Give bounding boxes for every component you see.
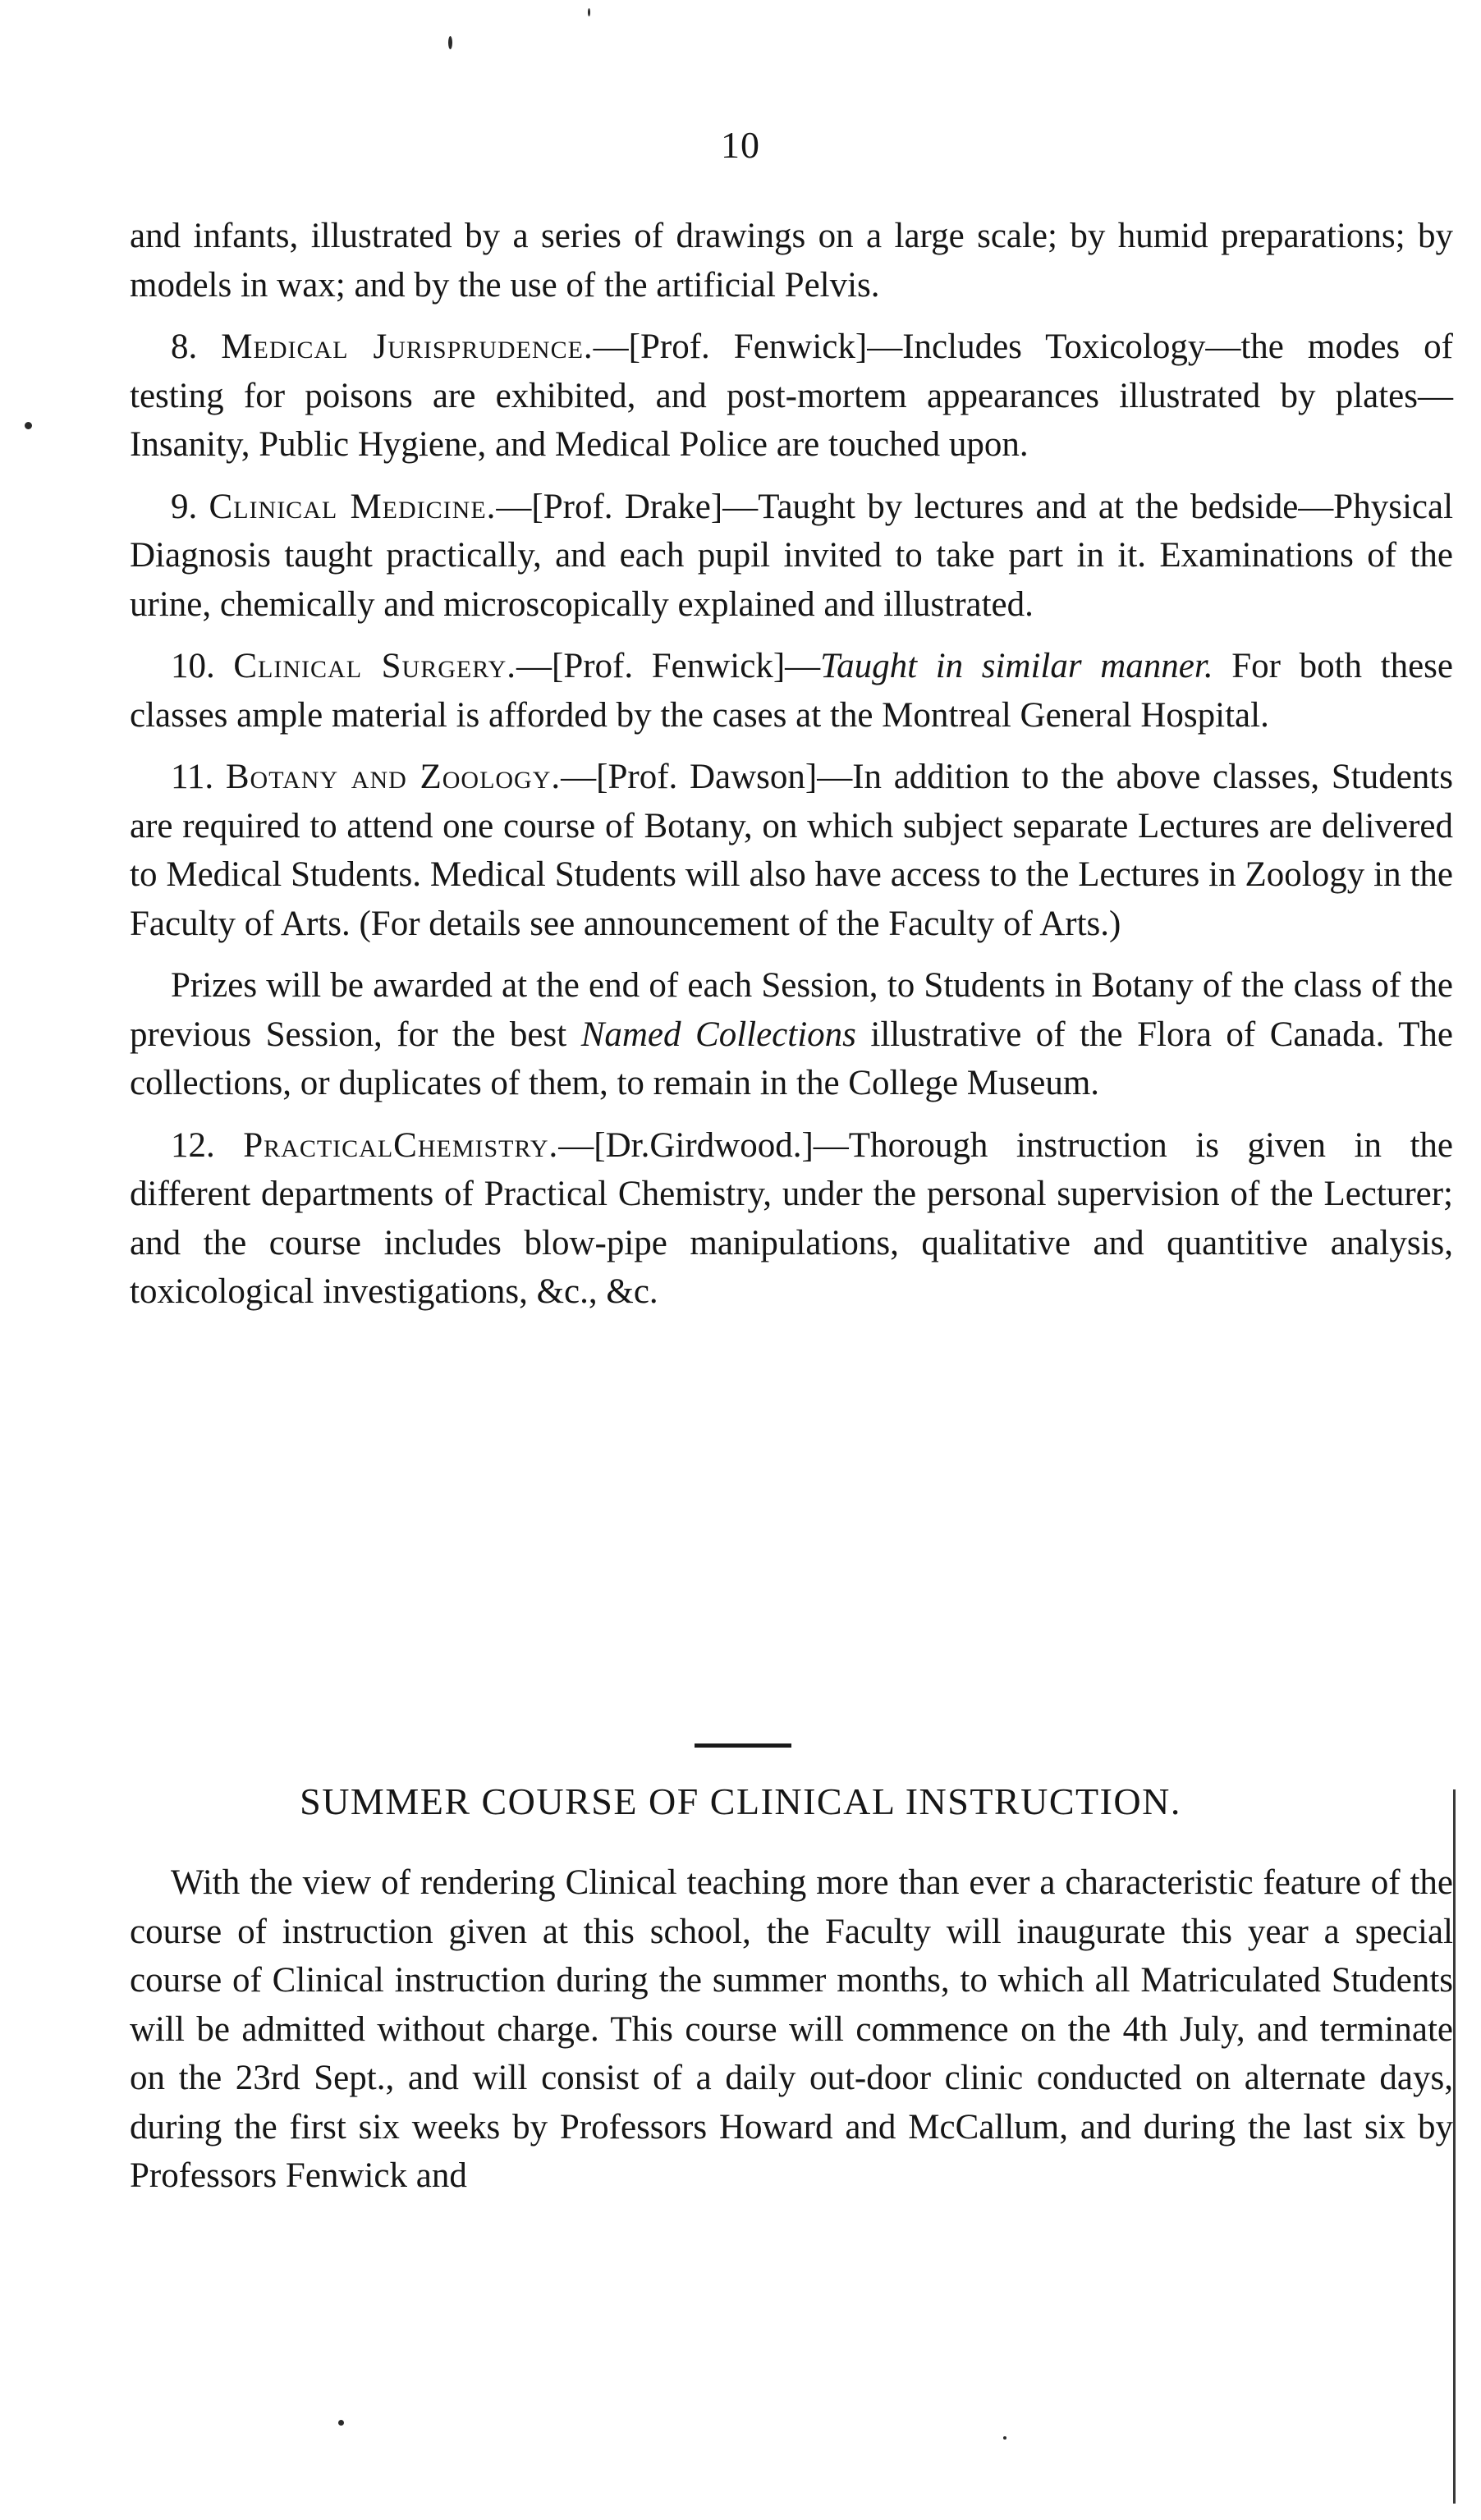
course-body: Thorough instruction is given in the different departments of Practical Chemistry, under the personal supervision of the Lecturer; and the course includes blow-pipe manipulations, qualitative and quantitive analysis, toxicological investigations, &c., &c.: [130, 1125, 1453, 1311]
prizes-text-italic: Named Collections: [580, 1015, 856, 1054]
ink-speck: [1003, 2436, 1006, 2440]
course-number: 10.: [171, 647, 215, 685]
course-number: 11.: [171, 758, 214, 796]
course-number: 9.: [171, 487, 198, 526]
course-item-9: [130, 483, 1453, 630]
section-heading: SUMMER COURSE OF CLINICAL INSTRUCTION.: [300, 1780, 1181, 1822]
prizes-paragraph: [130, 961, 1453, 1108]
course-item-11: [130, 753, 1453, 948]
course-professor: —[Prof. Fenwick]—: [593, 328, 903, 366]
course-body: Taught by lectures and at the bedside—Physical Diagnosis taught practically, and each pupil invited to take part in it. Examinations of the urine, chemically and microscopically explained and illustrated.: [130, 487, 1454, 624]
prizes-text-after: illustrative of the Flora of Canada. The collections, or duplicates of them, to remain in the College Museum.: [130, 1015, 1453, 1102]
summer-section: [130, 1858, 1453, 2201]
course-number: 8.: [171, 328, 198, 366]
course-professor: —[Prof. Drake]—: [496, 487, 759, 526]
course-body-italic: Taught in similar manner.: [820, 647, 1213, 685]
section-divider: [695, 1743, 791, 1748]
course-professor: —[Prof. Fenwick]—: [516, 647, 821, 685]
course-list: [130, 212, 1453, 1317]
page-number: 10: [721, 124, 760, 166]
course-professor: —[Dr.Girdwood.]—: [558, 1125, 849, 1165]
course-body: In addition to the above classes, Students are required to attend one course of Botany, on which subject separate Lectures are delivered to Medical Students. Medical Students will also have access to the Lectures in Zoology in the Faculty of Arts. (For details see announcement of the Faculty of Arts.): [130, 758, 1453, 943]
page-edge-line: [1453, 1789, 1456, 2504]
course-title: PracticalChemistry.: [243, 1125, 559, 1165]
course-number: 12.: [171, 1125, 215, 1165]
course-title: Medical Jurisprudence.: [221, 328, 594, 366]
course-body: For both these classes ample material is afforded by the cases at the Montreal General Hospital.: [130, 647, 1453, 735]
course-title: Botany and Zoology.: [225, 758, 562, 796]
course-professor: —[Prof. Dawson]—: [561, 758, 853, 796]
ink-speck: [25, 422, 32, 429]
ink-speck: [338, 2420, 344, 2426]
course-item-12: [130, 1121, 1453, 1317]
ink-speck: [448, 36, 452, 49]
intro-continuation: and infants, illustrated by a series of drawings on a large scale; by humid preparations; by models in wax; and by the use of the artificial Pelvis.: [130, 217, 1453, 305]
course-item-8: [130, 323, 1453, 470]
course-title: Clinical Medicine.: [209, 487, 497, 526]
prizes-text-before: Prizes will be awarded at the end of each Session, to Students in Botany of the class of the previous Session, for the best: [130, 966, 1453, 1054]
course-item-10: [130, 642, 1453, 740]
summer-paragraph: With the view of rendering Clinical teaching more than ever a characteristic feature of the course of instruction given at this school, the Faculty will inaugurate this year a special course of Clinical instruction during the summer months, to which all Matriculated Students will be admitted without charge. This course will commence on the 4th July, and terminate on the 23rd Sept., and will consist of a daily out-door clinic conducted on alternate days, during the first six weeks by Professors Howard and McCallum, and during the last six by Professors Fenwick and: [130, 1863, 1453, 2195]
course-title: Clinical Surgery.: [233, 647, 516, 685]
ink-speck: [588, 8, 590, 16]
course-body: Includes Toxicology—the modes of testing for poisons are exhibited, and post-mortem appearances illustrated by plates—Insanity, Public Hygiene, and Medical Police are touched upon.: [130, 328, 1453, 464]
